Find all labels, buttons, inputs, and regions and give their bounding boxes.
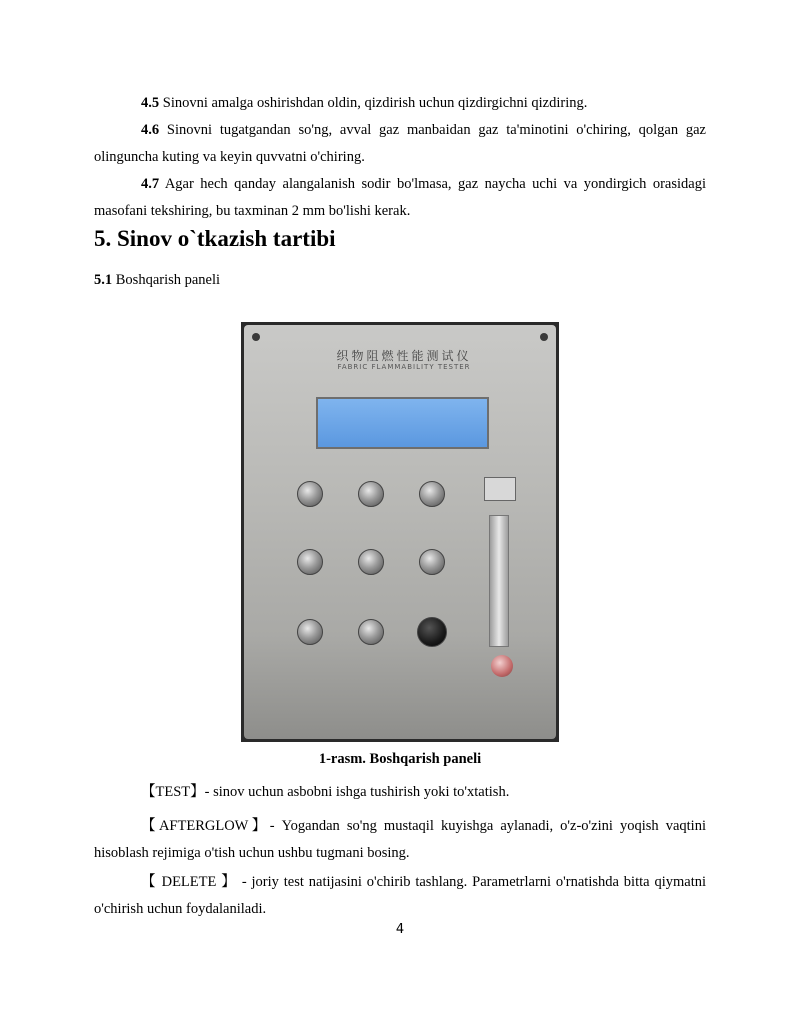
flowmeter-icon xyxy=(489,515,509,647)
power-button-icon xyxy=(417,617,447,647)
description-delete: 【 DELETE 】 - joriy test natijasini o'chirib tashlang. Parametrlarni o'rnatishda bitta qiymatni o'chirish uchun foydalaniladi. xyxy=(94,874,706,917)
lcd-display xyxy=(316,397,489,449)
button-knob xyxy=(297,549,323,575)
page-number: 4 xyxy=(395,922,405,937)
paragraph-4-5 xyxy=(94,90,706,117)
paragraph-number: 4.5 xyxy=(141,95,160,111)
valve-knob-icon xyxy=(491,655,513,677)
paragraph-number: 4.7 xyxy=(141,176,160,192)
paragraph-text: Sinovni tugatgandan so'ng, avval gaz manbaidan gaz ta'minotini o'chiring, qolgan gaz olinguncha kuting va keyin quvvatni o'chiring. xyxy=(94,122,706,165)
button-knob xyxy=(419,481,445,507)
subsection-number: 5.1 xyxy=(94,272,113,288)
panel-title-en: FABRIC FLAMMABILITY TESTER xyxy=(337,363,471,371)
subsection-5-1 xyxy=(94,267,220,294)
paragraph-4-6 xyxy=(94,117,706,171)
screw-icon xyxy=(252,333,260,341)
paragraph-text: Sinovni amalga oshirishdan oldin, qizdirish uchun qizdirgichni qizdiring. xyxy=(159,95,588,111)
paragraph-text: Agar hech qanday alangalanish sodir bo'lmasa, gaz naycha uchi va yondirgich orasidagi masofani tekshiring, bu taxminan 2 mm bo'lishi kerak. xyxy=(94,176,706,219)
panel-title-cn: 织物阻燃性能测试仪 xyxy=(336,349,472,363)
button-knob xyxy=(419,549,445,575)
control-panel-photo xyxy=(241,322,559,742)
paragraph-4-7 xyxy=(94,171,706,225)
button-knob xyxy=(358,481,384,507)
button-knob xyxy=(358,619,384,645)
power-switch-icon xyxy=(484,477,516,501)
button-knob xyxy=(297,619,323,645)
button-knob xyxy=(297,481,323,507)
control-panel xyxy=(244,325,556,739)
section-heading: 5. Sinov o`tkazish tartibi xyxy=(94,226,336,251)
figure-caption: 1-rasm. Boshqarish paneli xyxy=(318,751,482,767)
description-test: 【TEST】- sinov uchun asbobni ishga tushirish yoki to'xtatish. xyxy=(141,784,510,800)
paragraph-number: 4.6 xyxy=(141,122,160,138)
button-knob xyxy=(358,549,384,575)
subsection-text: Boshqarish paneli xyxy=(112,272,221,288)
description-afterglow: 【AFTERGLOW】- Yogandan so'ng mustaqil kuyishga aylanadi, o'z-o'zini yoqish vaqtini hisoblash rejimiga o'tish uchun ushbu tugmani bosing. xyxy=(94,818,706,861)
screw-icon xyxy=(540,333,548,341)
